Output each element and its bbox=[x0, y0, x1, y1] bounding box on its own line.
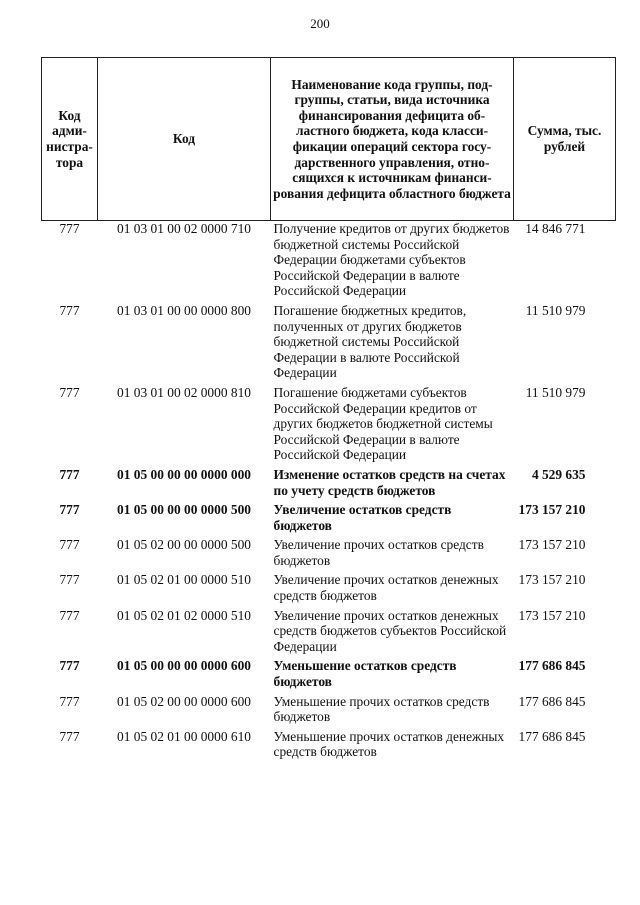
admin-code-cell: 777 bbox=[59, 221, 80, 236]
code-cell: 01 05 02 01 02 0000 510 bbox=[117, 607, 251, 623]
sum-cell: 173 157 210 bbox=[518, 502, 586, 518]
table-row bbox=[42, 502, 616, 537]
sum-cell: 177 686 845 bbox=[518, 693, 586, 709]
table-row bbox=[42, 537, 616, 572]
name-cell: Увеличение прочих остатков денежных средств бюджетов субъектов Российской Федерации bbox=[273, 607, 507, 654]
table-body bbox=[42, 221, 616, 765]
name-cell: Погашение бюджетами субъектов Российской Федерации кредитов от других бюджетов бюджетной системы Российской Федерации в валюте Российской Федерации bbox=[273, 384, 493, 463]
name-cell: Увеличение прочих остатков средств бюджетов bbox=[273, 537, 484, 568]
table-row bbox=[42, 729, 616, 764]
code-cell: 01 05 02 01 00 0000 610 bbox=[117, 728, 251, 744]
table-row bbox=[42, 385, 616, 467]
admin-code-cell: 777 bbox=[59, 384, 80, 400]
sum-cell: 4 529 635 bbox=[531, 466, 586, 482]
admin-code-cell: 777 bbox=[59, 466, 80, 482]
name-cell: Уменьшение прочих остатков денежных средств бюджетов bbox=[273, 728, 505, 760]
admin-code-cell: 777 bbox=[59, 658, 80, 674]
header-sum: Сумма, тыс. рублей bbox=[514, 58, 616, 221]
sum-cell: 14 846 771 bbox=[525, 221, 586, 236]
code-cell: 01 05 02 01 00 0000 510 bbox=[117, 572, 251, 588]
table-row bbox=[42, 303, 616, 385]
name-cell: Погашение бюджетных кредитов, полученных от других бюджетов бюджетной системы Российской Федерации в валюте Российской Федерации bbox=[273, 302, 467, 381]
sum-cell: 11 510 979 bbox=[525, 302, 586, 318]
table-header bbox=[42, 58, 616, 221]
sum-cell: 177 686 845 bbox=[518, 658, 586, 674]
code-cell: 01 05 00 00 00 0000 000 bbox=[117, 466, 251, 482]
name-cell: Уменьшение прочих остатков средств бюджетов bbox=[273, 693, 490, 725]
sum-cell: 173 157 210 bbox=[518, 537, 586, 553]
sum-cell: 173 157 210 bbox=[518, 607, 586, 623]
code-cell: 01 05 02 00 00 0000 500 bbox=[117, 537, 251, 553]
table-row bbox=[42, 572, 616, 607]
name-cell: Уменьшение остатков средств бюджетов bbox=[273, 658, 457, 690]
page-number: 200 bbox=[310, 16, 330, 31]
admin-code-cell: 777 bbox=[59, 693, 80, 709]
admin-code-cell: 777 bbox=[59, 537, 80, 553]
code-cell: 01 05 02 00 00 0000 600 bbox=[117, 693, 251, 709]
table-row bbox=[42, 221, 616, 303]
code-cell: 01 03 01 00 00 0000 800 bbox=[117, 302, 251, 318]
code-cell: 01 05 00 00 00 0000 500 bbox=[117, 502, 251, 518]
header-name: Наименование кода группы, под-группы, статьи, вида источника финансирования дефицита об-ластного бюджета, кода класси-фикации операций сектора госу-дарственного управления, отно-сящихся к источникам финанси-рования дефицита областного бюджета bbox=[271, 58, 514, 221]
name-cell: Увеличение прочих остатков денежных средств бюджетов bbox=[273, 572, 499, 604]
code-cell: 01 03 01 00 02 0000 710 bbox=[117, 221, 251, 236]
table-row bbox=[42, 658, 616, 693]
admin-code-cell: 777 bbox=[59, 502, 80, 518]
code-cell: 01 05 00 00 00 0000 600 bbox=[117, 658, 251, 674]
sum-cell: 11 510 979 bbox=[525, 384, 586, 400]
admin-code-cell: 777 bbox=[59, 728, 80, 744]
sum-cell: 177 686 845 bbox=[518, 728, 586, 744]
name-cell: Изменение остатков средств на счетах по учету средств бюджетов bbox=[273, 466, 506, 498]
code-cell: 01 03 01 00 02 0000 810 bbox=[117, 384, 251, 400]
table-row bbox=[42, 467, 616, 502]
admin-code-cell: 777 bbox=[59, 607, 80, 623]
name-cell: Увеличение остатков средств бюджетов bbox=[273, 502, 452, 533]
admin-code-cell: 777 bbox=[59, 302, 80, 318]
budget-sources-table bbox=[41, 57, 616, 764]
sum-cell: 173 157 210 bbox=[518, 572, 586, 588]
table-row bbox=[42, 694, 616, 729]
header-admin-code: Код адми-нистра-тора bbox=[42, 58, 98, 221]
header-code: Код bbox=[98, 58, 271, 221]
admin-code-cell: 777 bbox=[59, 572, 80, 588]
table-row bbox=[42, 608, 616, 659]
name-cell: Получение кредитов от других бюджетов бюджетной системы Российской Федерации бюджетами субъектов Российской Федерации в валюте Российской Федерации bbox=[273, 221, 510, 299]
